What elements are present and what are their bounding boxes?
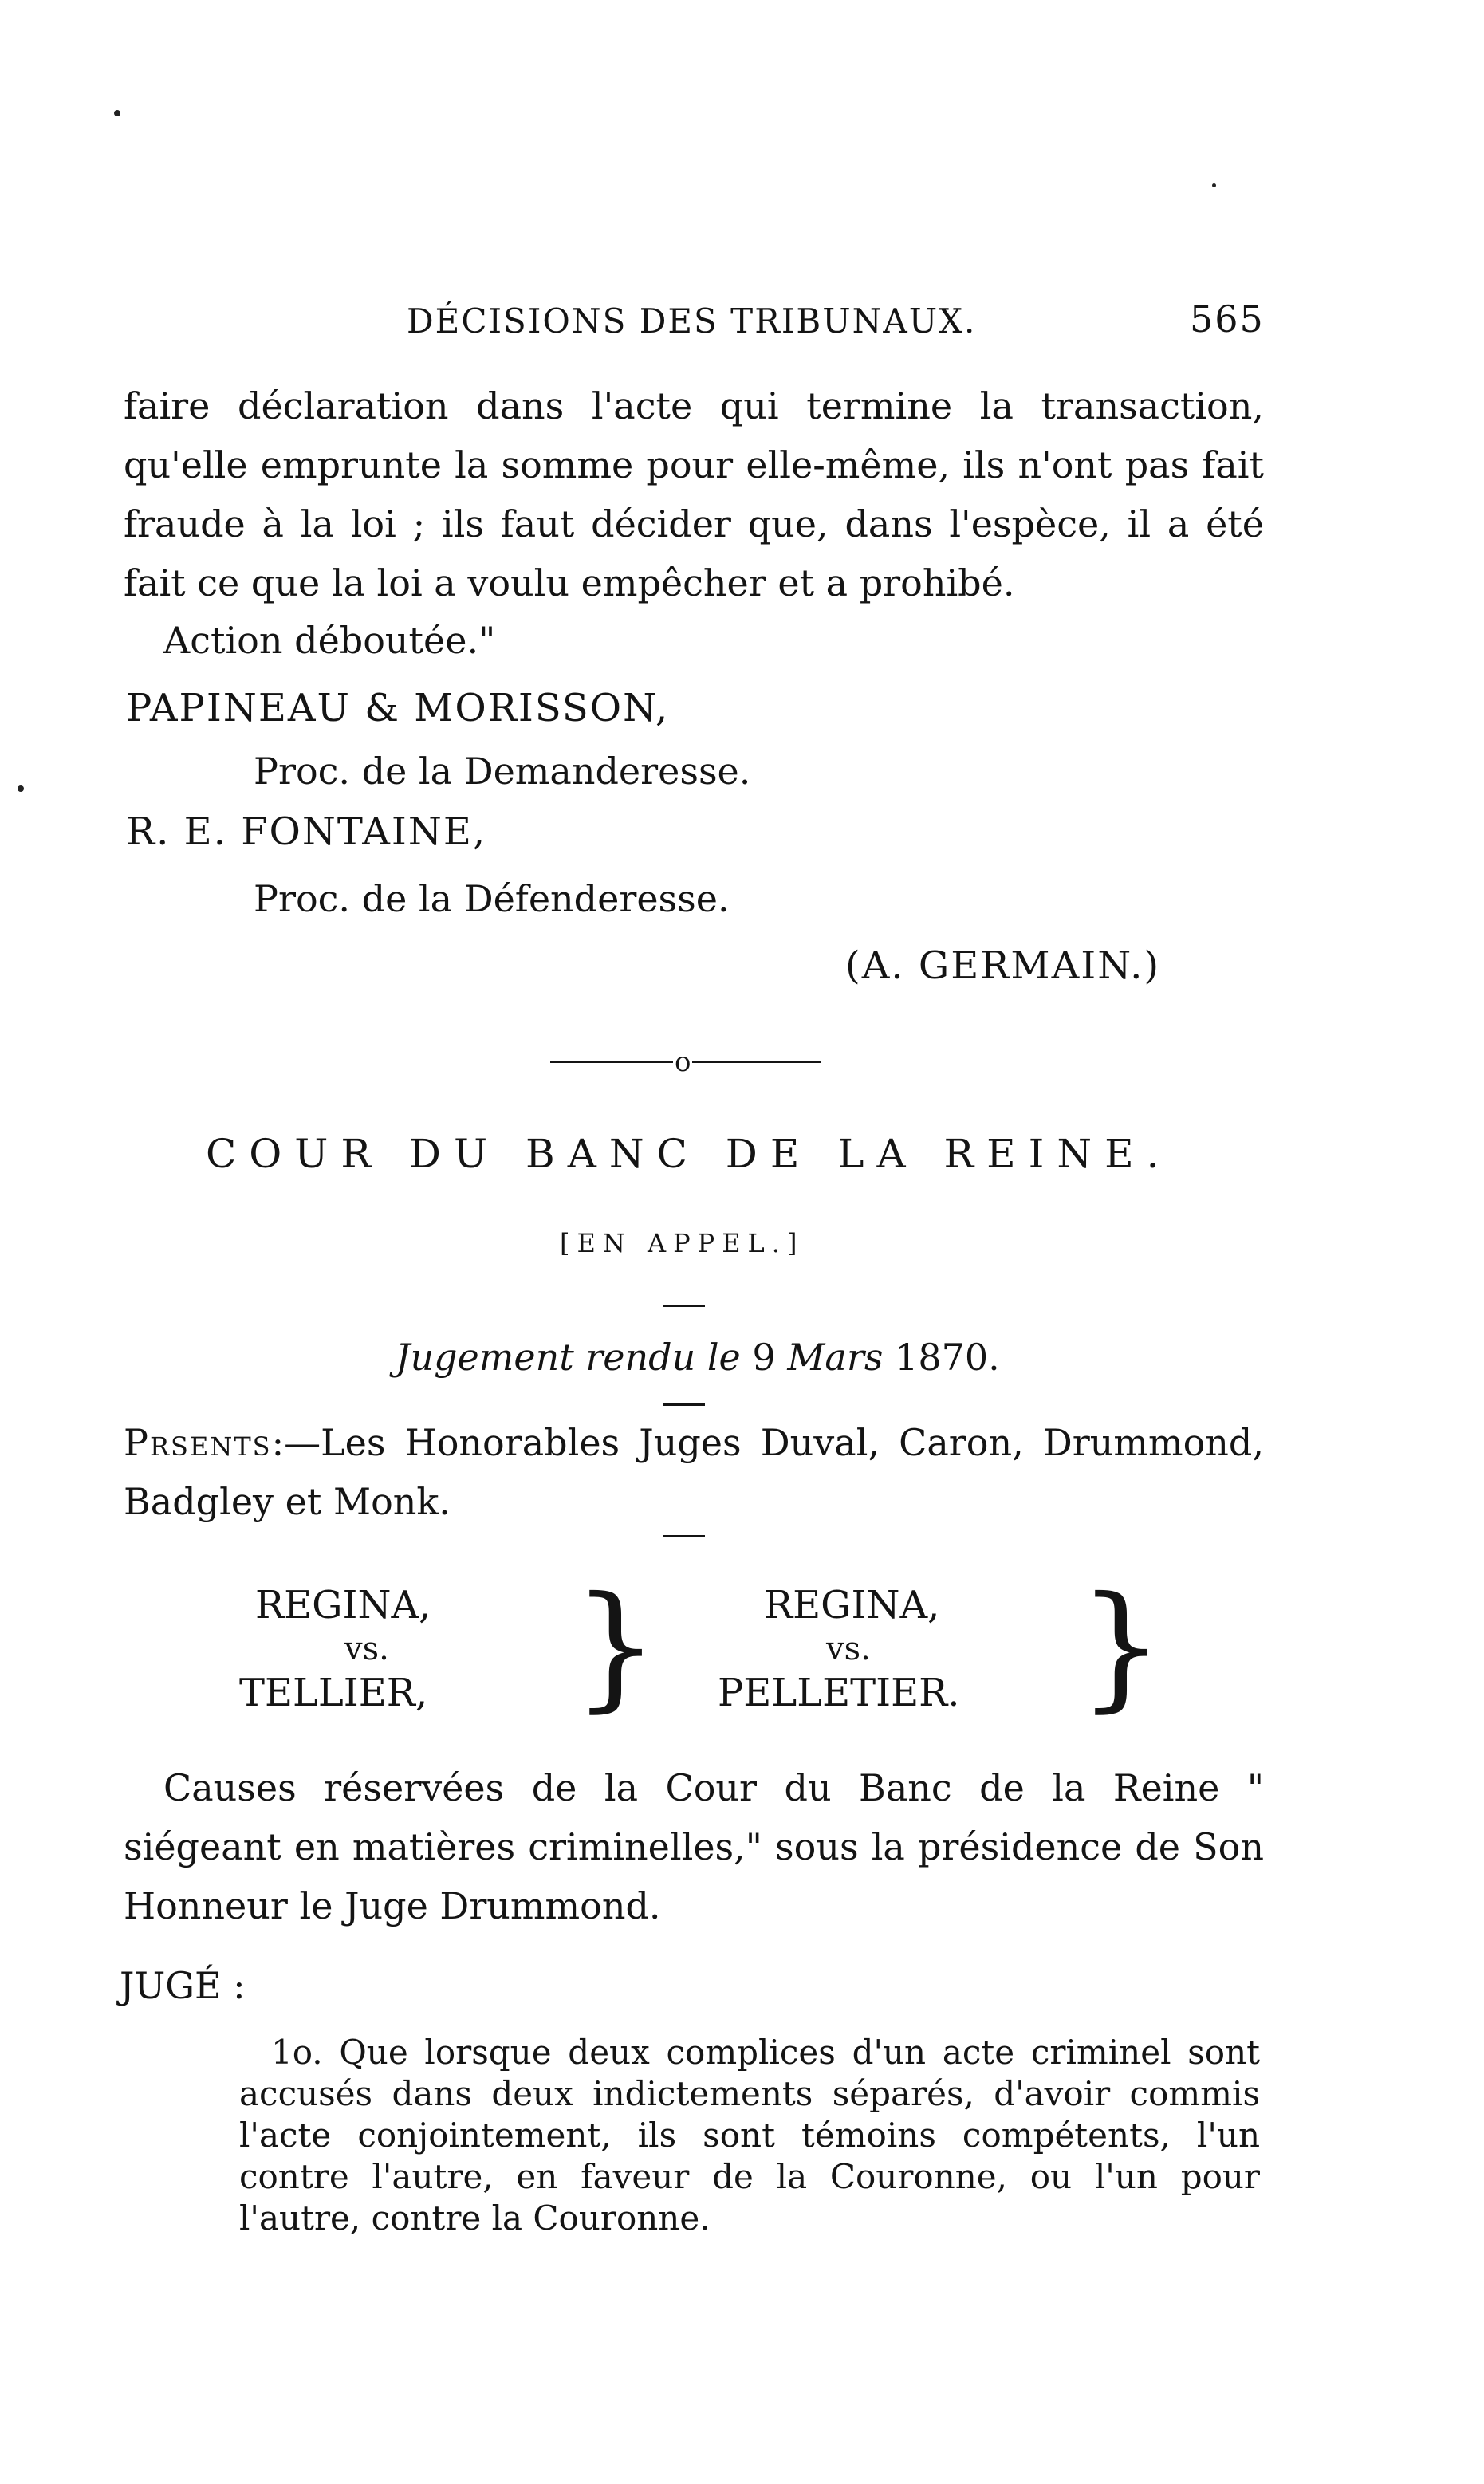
case-right-top: REGINA,	[764, 1583, 940, 1628]
running-header-title: DÉCISIONS DES TRIBUNAUX.	[407, 301, 977, 341]
case-right-bottom: PELLETIER.	[718, 1671, 960, 1715]
judgment-date	[396, 1336, 1000, 1379]
defendant-attorney: R. E. FONTAINE,	[126, 809, 487, 854]
judgment-year: 1870.	[895, 1336, 1000, 1379]
causes-paragraph: Causes réservées de la Cour du Banc de la Reine " siégeant en matières criminelles," sous la présidence de Son Honneur le Juge Drummond.	[124, 1766, 1264, 1927]
appeal-label: [EN APPEL.]	[560, 1228, 805, 1258]
court-name: COUR DU BANC DE LA REINE.	[206, 1131, 1172, 1177]
present-label: Prsents	[124, 1421, 272, 1464]
divider-1	[663, 1305, 705, 1307]
page-number: 565	[1190, 297, 1265, 341]
juge-label: JUGÉ :	[120, 1964, 246, 2007]
case-right-vs: vs.	[826, 1631, 871, 1667]
judgment-day: 9	[752, 1336, 776, 1379]
judgment-month: Mars	[787, 1336, 884, 1379]
left-case-brace: }	[573, 1568, 659, 1726]
divider-2	[663, 1403, 705, 1406]
separator-mark: o	[675, 1046, 691, 1078]
opening-paragraph: faire déclaration dans l'acte qui termine la transaction, qu'elle emprunte la somme pour elle-même, ils n'ont pas fait fraude à la loi ; ils faut décider que, dans l'espèce, il a été fait ce que la loi a voulu empêcher et a prohibé.	[124, 384, 1264, 604]
action-line: Action déboutée."	[163, 619, 496, 662]
judgment-date-prefix: Jugement rendu le	[396, 1336, 741, 1379]
right-case-brace: }	[1078, 1568, 1165, 1726]
case-left-bottom: TELLIER,	[239, 1671, 428, 1715]
defendant-role: Proc. de la Défenderesse.	[254, 877, 730, 920]
scan-speck	[114, 110, 120, 116]
plaintiff-attorneys: PAPINEAU & MORISSON,	[126, 686, 670, 730]
plaintiff-role: Proc. de la Demanderesse.	[254, 750, 751, 793]
divider-3	[663, 1535, 705, 1537]
case-left-vs: vs.	[344, 1631, 389, 1667]
present-text: :—Les Honorables Juges Duval, Caron, Drummond, Badgley et Monk.	[124, 1421, 1264, 1523]
scan-speck	[1212, 183, 1216, 187]
reporter-name: (A. GERMAIN.)	[845, 943, 1161, 988]
case-left-top: REGINA,	[255, 1583, 431, 1628]
present-judges	[124, 1413, 1264, 1531]
holding-1: 1o. Que lorsque deux complices d'un acte criminel sont accusés dans deux indictements séparés, d'avoir commis l'acte conjointement, ils sont témoins compétents, l'un contre l'autre, en faveur de la Couronne, ou l'un pour l'autre, contre la Couronne.	[239, 2033, 1260, 2238]
scan-speck	[18, 785, 24, 792]
